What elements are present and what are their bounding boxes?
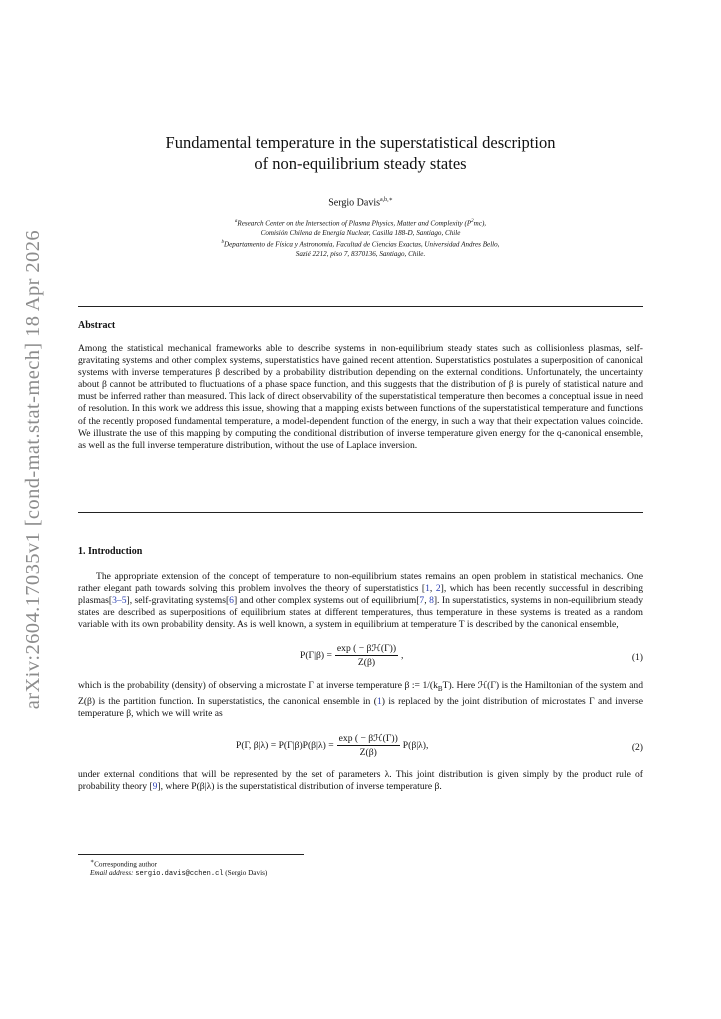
- citation-link[interactable]: 3–5: [112, 594, 127, 606]
- intro-p2-text: T). Here ℋ(Γ) is the Hamiltonian of the system and Z(β) is the partition function. In superstatistics, the canonical ensemble in (: [78, 680, 643, 707]
- affiliation-a-sup: 2: [471, 219, 474, 224]
- intro-p1-text: ], self-gravitating systems[: [126, 594, 230, 606]
- cite-separator: ,: [424, 594, 430, 606]
- citation-link[interactable]: 8: [429, 594, 434, 606]
- equation-1-denominator: Z(β): [357, 657, 376, 668]
- section-heading-introduction: 1. Introduction: [78, 546, 143, 557]
- intro-p3-text: ], where P(β|λ) is the superstatistical distribution of inverse temperature β.: [157, 780, 442, 792]
- citation-link[interactable]: 2: [435, 582, 441, 594]
- equation-1-tail: ,: [401, 650, 404, 661]
- affiliation-a-mark: a: [234, 219, 238, 224]
- footnote-corresponding: [90, 858, 157, 868]
- arxiv-identifier: arXiv:2604.17035v1 [cond-mat.stat-mech] 18 Apr 2026: [22, 230, 44, 710]
- equation-2-denominator: Z(β): [359, 747, 377, 758]
- equation-1-lhs: P(Γ|β) =: [300, 650, 332, 661]
- equation-2-numerator: exp ( − βℋ(Γ)): [338, 733, 398, 744]
- intro-paragraph-3: [78, 769, 643, 793]
- intro-p1-text: ] and other complex systems out of equilibrium[: [233, 594, 420, 606]
- intro-p1-text: ], which has been recently successful in describing plasmas[: [78, 582, 644, 606]
- equation-reference-link[interactable]: 1: [376, 695, 382, 707]
- citation-link[interactable]: 9: [152, 780, 158, 792]
- equation-2-tail: P(β|λ),: [402, 740, 429, 751]
- email-label: Email address:: [90, 869, 134, 877]
- boltzmann-subscript: B: [437, 684, 443, 693]
- title-line-1: Fundamental temperature in the superstatistical description: [165, 133, 556, 152]
- equation-2-body: [236, 733, 428, 758]
- abstract-bottom-rule: [78, 512, 643, 513]
- equation-1-fraction: [335, 643, 398, 668]
- title-line-2: of non-equilibrium steady states: [254, 154, 467, 173]
- footnote-email: [90, 869, 267, 878]
- affiliation-a-text-end: mc),: [473, 219, 487, 228]
- equation-1-numerator: exp ( − βℋ(Γ)): [336, 643, 397, 654]
- affiliation-b-mark: b: [221, 240, 225, 246]
- equation-2-fraction: [337, 733, 400, 758]
- author-name: Sergio Davis: [328, 197, 380, 209]
- affiliation-a-line-2: Comisión Chilena de Energía Nuclear, Casilla 188-D, Santiago, Chile: [260, 228, 461, 237]
- intro-p2-text: which is the probability (density) of observing a microstate Γ at inverse temperature β := 1/(k: [78, 680, 438, 691]
- affiliation-a-line-1: [78, 217, 643, 229]
- email-link[interactable]: sergio.davis@cchen.cl: [135, 870, 224, 878]
- paper-title: [78, 132, 643, 174]
- citation-link[interactable]: 7: [419, 594, 425, 606]
- abstract-heading: Abstract: [78, 320, 116, 331]
- equation-2: [78, 733, 643, 763]
- intro-p2-text: ) is replaced by the joint distribution of microstates Γ and inverse temperature β, which we will write as: [78, 695, 643, 719]
- footnote-corresponding-text: Corresponding author: [94, 860, 157, 869]
- affiliation-a-text: Research Center on the Intersection of Plasma Physics, Matter and Complexity (P: [237, 219, 472, 228]
- footnote-rule: [78, 854, 304, 855]
- affiliation-b-line-2: Sazié 2212, piso 7, 8370136, Santiago, Chile.: [295, 249, 426, 258]
- intro-p1-text: ]. In superstatistics, systems in non-equilibrium steady states are described as superpositions of equilibrium states at different temperatures, thus temperature in these systems is treated as a random variable with its own probability density. As is well known, a system in equilibrium at temperature T is described by the canonical ensemble,: [78, 594, 644, 630]
- author-line: [78, 196, 643, 208]
- equation-1-body: [300, 643, 403, 668]
- equation-2-number: (2): [631, 742, 643, 753]
- intro-paragraph-1: [78, 571, 643, 631]
- equation-2-lhs: P(Γ, β|λ) = P(Γ|β)P(β|λ) =: [236, 740, 334, 751]
- intro-paragraph-2: [78, 680, 643, 720]
- citation-link[interactable]: 1: [425, 582, 430, 594]
- email-name: (Sergio Davis): [225, 869, 268, 877]
- footnote-star: ∗: [90, 859, 95, 865]
- affiliation-b-line-1: [78, 238, 643, 250]
- abstract-top-rule: [78, 306, 643, 307]
- abstract-text: Among the statistical mechanical frameworks able to describe systems in non-equilibrium steady states such as collisionless plasmas, self-gravitating systems and other complex systems, superstatistics have gained recent attention. Superstatistics postulates a superposition of canonical systems with inverse temperatures β described by a probability distribution depending on the external conditions. Unfortunately, the uncertainty about β cannot be attributed to fluctuations of a phase space function, and this suggests that the distribution of β is purely of statistical nature and must be inferred rather than measured. This lack of direct observability of the superstatistical temperature then becomes a conceptual issue in need of resolution. In this work we address this issue, showing that a mapping exists between functions of the superstatistical temperature and functions of the recently proposed fundamental temperature, a model-dependent function of the energy, in such a way that their expectation values coincide. We illustrate the use of this mapping by computing the conditional distribution of inverse temperature given energy for the q-canonical ensemble, as well as the full inverse temperature distribution, without the use of Laplace inversion.: [78, 343, 643, 451]
- intro-p3-text: under external conditions that will be represented by the set of parameters λ. This joint distribution is given simply by the product rule of probability theory [: [78, 769, 643, 792]
- affiliations: [78, 217, 643, 259]
- intro-p1-text: The appropriate extension of the concept of temperature to non-equilibrium states remains an open problem in statistical mechanics. One rather elegant path towards solving this problem involves the theory of superstatistics [: [78, 571, 643, 594]
- equation-1: [78, 643, 643, 673]
- equation-1-number: (1): [631, 652, 643, 663]
- cite-separator: ,: [429, 582, 436, 594]
- citation-link[interactable]: 6: [229, 594, 234, 606]
- affiliation-b-text: Departamento de Física y Astronomía, Facultad de Ciencias Exactas, Universidad Andres Bello,: [224, 240, 500, 249]
- author-marks: a,b,∗: [380, 197, 393, 203]
